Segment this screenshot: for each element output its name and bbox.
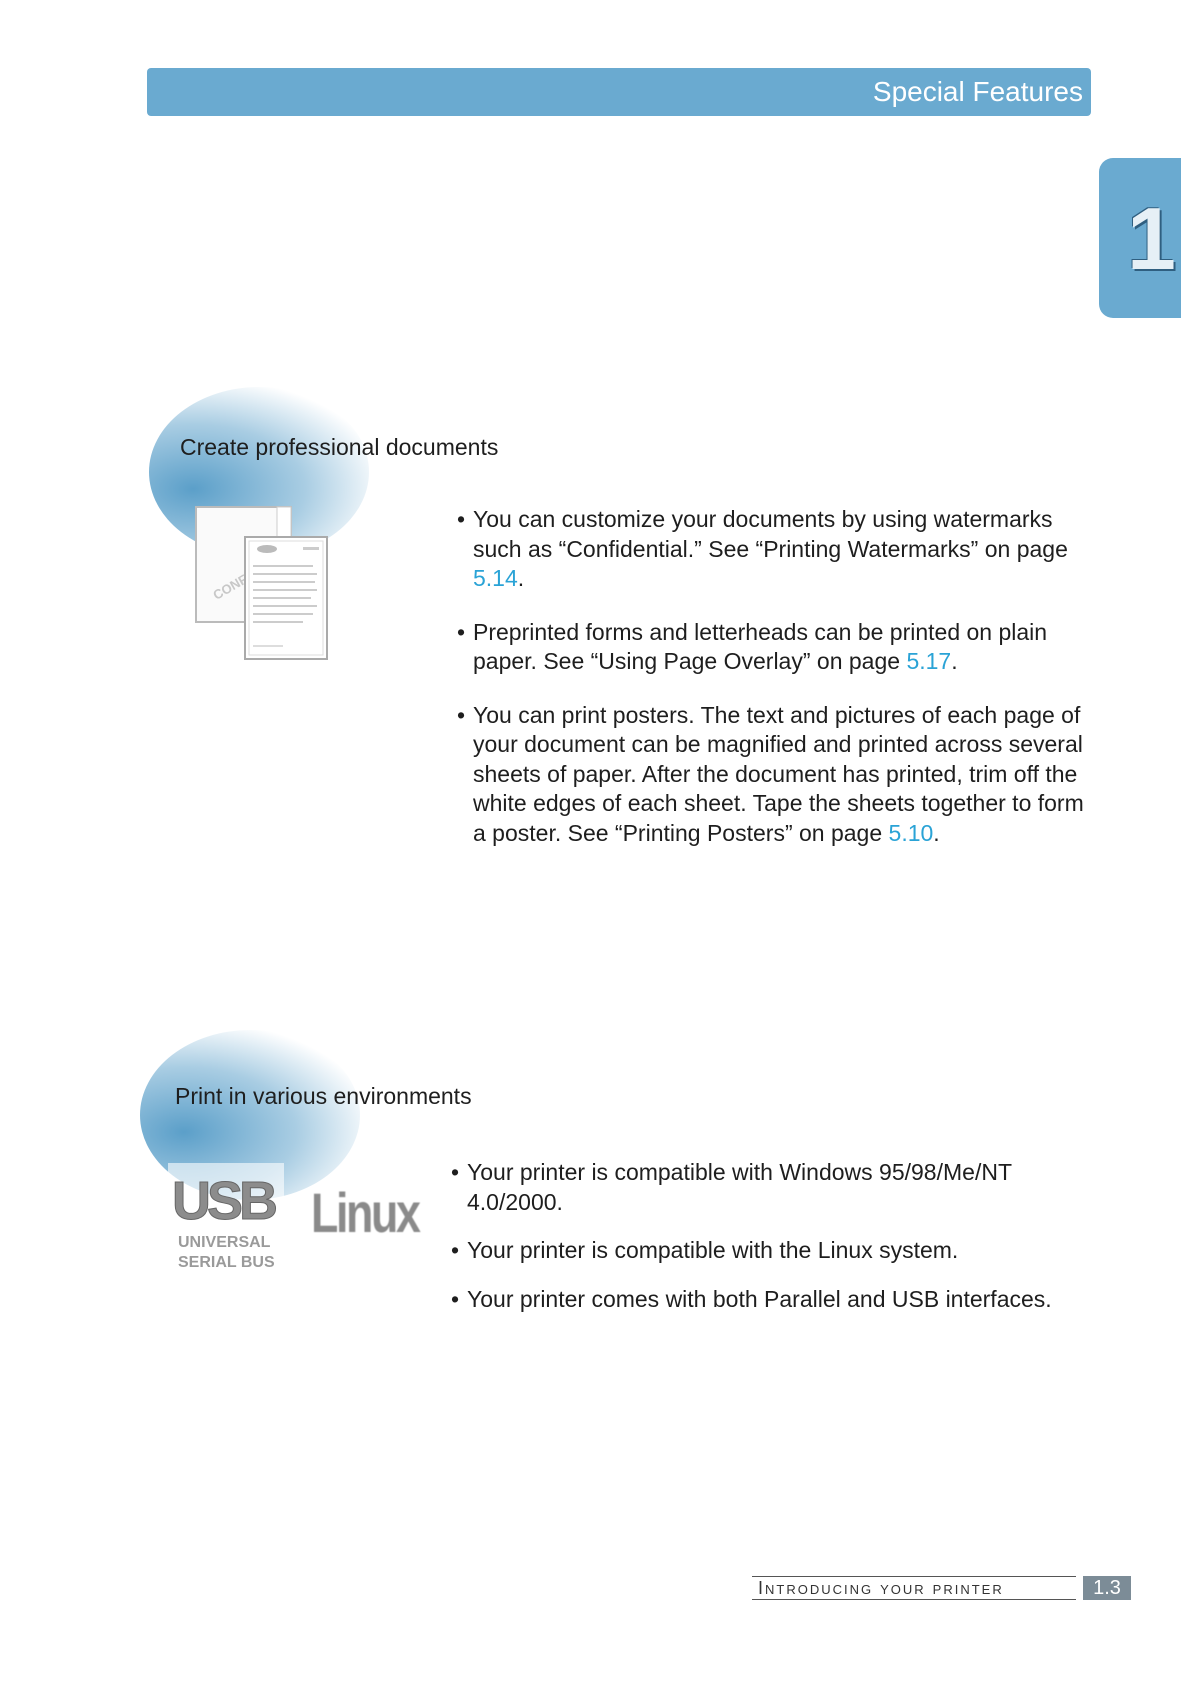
bullet-list-various-environments [451,1158,1091,1333]
bullet-text: You can print posters. The text and pictures of each page of your document can be magnified and printed across several sheets of paper. After the document has printed, trim off the white edges of each sheet. Tape the sheets together to form a poster. See “Printing Posters” on page [473,701,1084,846]
footer-chapter-label: Introducing your printer [752,1576,1076,1600]
list-item [457,505,1097,594]
bullet-text-end: . [933,819,940,846]
bullet-list-professional-documents [457,505,1097,872]
bullet-text: You can customize your documents by using watermarks such as “Confidential.” See “Printing Watermarks” on page [473,506,1068,562]
bullet-text: Your printer is compatible with the Linux system. [467,1237,959,1263]
bullet-text: Preprinted forms and letterheads can be printed on plain paper. See “Using Page Overlay” on page [473,618,1048,674]
bullet-dot: • [451,1159,460,1185]
list-item [451,1236,1091,1266]
usb-logo-subtext-2: SERIAL BUS [178,1254,275,1271]
bullet-text: Your printer comes with both Parallel and USB interfaces. [467,1285,1052,1312]
section-title-professional-documents: Create professional documents [180,434,499,460]
list-item [451,1285,1091,1315]
bullet-dot: • [451,1285,460,1312]
bullet-dot: • [457,701,466,728]
usb-logo-text: USB [172,1171,275,1231]
documents-illustration [195,505,345,665]
page-number: 1.3 [1083,1576,1131,1600]
bullet-dot: • [457,618,466,645]
bullet-text-end: . [517,565,525,591]
bullet-dot: • [457,506,466,532]
chapter-tab[interactable] [1099,158,1181,318]
bullet-text: Your printer is compatible with Windows 95/98/Me/NT 4.0/2000. [467,1159,1012,1215]
page-link-5-10[interactable]: 5.10 [888,819,934,846]
page-section-title: Special Features [872,76,1083,107]
header-bar [147,68,1091,116]
chapter-number: 1 [1127,189,1176,288]
bullet-dot: • [451,1237,460,1263]
bullet-text-end: . [951,648,958,674]
linux-logo: Linux [311,1181,419,1244]
list-item [457,618,1097,677]
page-link-5-17[interactable]: 5.17 [906,648,952,674]
list-item [451,1158,1091,1217]
page-link-5-14[interactable]: 5.14 [473,565,518,591]
section-title-various-environments: Print in various environments [175,1083,472,1109]
usb-logo-subtext-1: UNIVERSAL [178,1234,271,1251]
usb-logo [168,1163,284,1273]
list-item [457,701,1097,849]
